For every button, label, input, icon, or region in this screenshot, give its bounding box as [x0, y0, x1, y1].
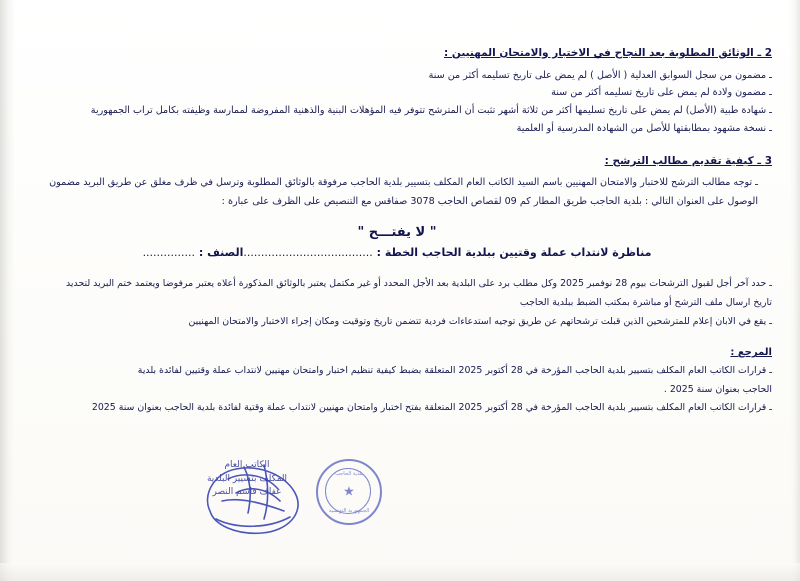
scan-edge-right [790, 0, 800, 581]
list-item: ـ شهادة طبية (الأصل) لم يمض على تاريخ تسليمها أكثر من ثلاثة أشهر تثبت أن المترشح تتوفر فيه المؤهلات البنية والذهنية المفروضة لممارسة وظيفته بكامل تراب الجمهورية [90, 105, 772, 117]
competition-label: مناظرة لانتداب عملة وقتيين ببلدية الحاجب الخطة : [372, 245, 652, 259]
dots-fill-grade: ............... [142, 245, 196, 259]
reference-line: ـ قرارات الكاتب العام المكلف بتسيير بلدية الحاجب المؤرخة في 28 أكتوبر 2025 المتعلقة بضبط كيفية تنظيم اختبار وامتحان مهنيين لانتداب عملة وقتيين لفائدة بلدية [137, 365, 772, 377]
dots-fill-position: ..................................... [243, 245, 373, 259]
signature-area [22, 441, 772, 561]
reference-title: المرجع : [730, 347, 772, 359]
reference-line: الحاجب بعنوان سنة 2025 . [663, 383, 772, 395]
paragraph: ـ توجه مطالب الترشح للاختبار والامتحان المهنيين باسم السيد الكاتب العام المكلف بتسيير بلدية الحاجب مرفوقة بالوثائق المطلوبة وترسل في ظرف مغلق عن طريق البريد مضمون [49, 177, 758, 189]
stamp-bottom-text: الجمهورية التونسية [328, 508, 370, 514]
required-documents-list [22, 67, 772, 138]
competition-line [22, 246, 772, 259]
list-item: ـ مضمون من سجل السوابق العدلية ( الأصل ) لم يمض على تاريخ تسليمه أكثر من سنة [428, 69, 772, 81]
list-item: ـ حدد آخر أجل لقبول الترشحات بيوم 28 نوفمبر 2025 وكل مطلب برد على البلدية بعد الأجل المحدد أو غير مكتمل يعتبر بالوثائق المذكورة أعلاه يعتبر مرفوضا ويعتمد ختم البريد لتحديد [66, 277, 772, 289]
scan-edge-left [0, 0, 14, 581]
do-not-open-text: " لا يفتـــح " [357, 224, 437, 240]
section-submission-method [22, 154, 772, 259]
document-content [22, 46, 772, 514]
grade-label: الصنف : [195, 245, 244, 259]
list-item: تاريخ ارسال ملف الترشح أو مباشرة بمكتب الضبط ببلدية الحاجب [519, 296, 772, 308]
signatory-line: المكلف بتسيير البلدية [206, 473, 288, 484]
scan-edge-bottom [0, 563, 800, 581]
section-reference [22, 347, 772, 417]
section-title: 3 ـ كيفية تقديم مطالب الترشح : [604, 154, 772, 167]
list-item: ـ نسخة مشهود بمطابقتها للأصل من الشهادة المدرسية أو العلمية [516, 122, 772, 134]
reference-body [22, 362, 772, 417]
conditions-list [22, 275, 772, 331]
list-item: ـ مضمون ولادة لم يمض على تاريخ تسليمه أكثر من سنة [551, 87, 772, 99]
envelope-instructions [22, 225, 772, 259]
official-stamp [316, 459, 382, 525]
signatory-line: الكاتب العام [224, 460, 270, 470]
signatory-line: عفاف قاسم النصر [212, 487, 282, 497]
star-icon: ★ [343, 484, 355, 500]
reference-line: ـ قرارات الكاتب العام المكلف بتسيير بلدية الحاجب المؤرخة في 28 أكتوبر 2025 المتعلقة بفتح اختبار وامتحان مهنيين لانتداب عملة وقتية لفائدة بلدية الحاجب بعنوان سنة 2025 [91, 401, 772, 413]
stamp-top-text: بلدية الحاجب [334, 471, 363, 477]
section-documents-required [22, 46, 772, 138]
section-deadline-conditions [22, 275, 772, 331]
section-title: 2 ـ الوثائق المطلوبة بعد النجاح في الاختبار والامتحان المهنيين : [444, 47, 772, 59]
paragraph: الوصول على العنوان التالي : بلدية الحاجب طريق المطار كم 09 لقصاص الحاجب 3078 صفاقس مع التنصيص على الظرف على عبارة : [221, 195, 758, 207]
list-item: ـ يقع في الابان إعلام للمترشحين الذين قبلت ترشحاتهم عن طريق توجيه استدعاءات فردية تتضمن تاريخ وتوقيت ومكان إجراء الاختبار والامتحان المهنيين [188, 315, 772, 327]
